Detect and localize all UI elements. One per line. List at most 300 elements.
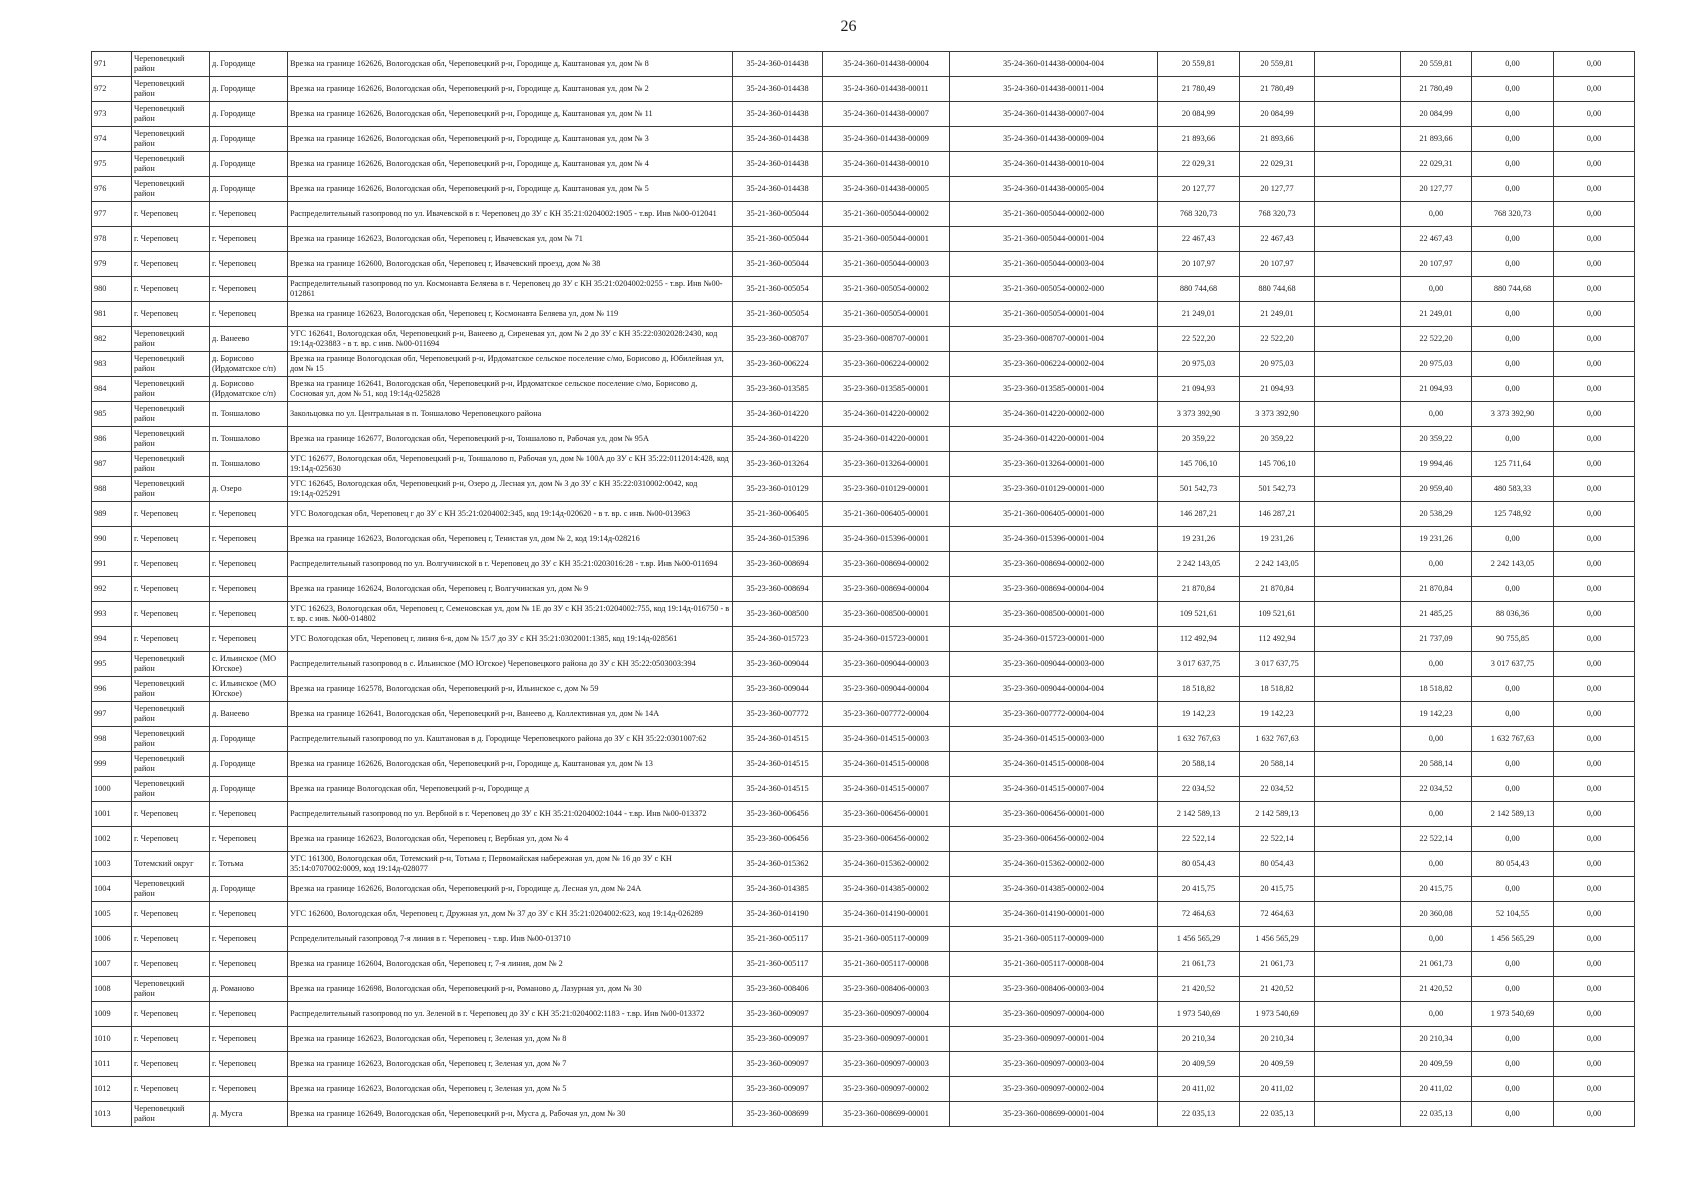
- empty-cell: [1315, 327, 1401, 352]
- object-code-cell: 35-21-360-006405-00001: [823, 502, 950, 527]
- book-value-cell: 1 456 565,29: [1240, 927, 1315, 952]
- registry-code-cell: 35-23-360-009044: [733, 652, 823, 677]
- inventory-code-cell: 35-24-360-015362-00002-000: [950, 852, 1158, 877]
- connection-cost-cell: 0,00: [1401, 552, 1472, 577]
- pipeline-cost-cell: 0,00: [1472, 752, 1554, 777]
- connection-cost-cell: 20 409,59: [1401, 1052, 1472, 1077]
- table-row: [92, 477, 1635, 502]
- connection-cost-cell: 20 127,77: [1401, 177, 1472, 202]
- total-cost-cell: 22 035,13: [1158, 1102, 1240, 1127]
- empty-cell: [1315, 252, 1401, 277]
- book-value-cell: 22 035,13: [1240, 1102, 1315, 1127]
- pipeline-cost-cell: 0,00: [1472, 1102, 1554, 1127]
- object-name-cell: Закольцовка по ул. Центральная в п. Тоншалово Череповецкого района: [288, 402, 733, 427]
- empty-cell: [1315, 127, 1401, 152]
- district-cell: Череповецкий район: [132, 452, 210, 477]
- object-name-cell: Врезка на границе 162623, Вологодская обл, Череповец г, Зеленая ул, дом № 7: [288, 1052, 733, 1077]
- locality-cell: д. Городище: [210, 127, 288, 152]
- locality-cell: д. Романово: [210, 977, 288, 1002]
- connection-cost-cell: 20 210,34: [1401, 1027, 1472, 1052]
- other-cost-cell: 0,00: [1554, 402, 1635, 427]
- inventory-code-cell: 35-21-360-005054-00001-004: [950, 302, 1158, 327]
- object-code-cell: 35-21-360-005044-00001: [823, 227, 950, 252]
- book-value-cell: 21 094,93: [1240, 377, 1315, 402]
- object-code-cell: 35-23-360-007772-00004: [823, 702, 950, 727]
- district-cell: Череповецкий район: [132, 402, 210, 427]
- inventory-code-cell: 35-23-360-008699-00001-004: [950, 1102, 1158, 1127]
- inventory-code-cell: 35-24-360-014438-00009-004: [950, 127, 1158, 152]
- object-code-cell: 35-23-360-008699-00001: [823, 1102, 950, 1127]
- row-number-cell: 1013: [92, 1102, 132, 1127]
- book-value-cell: 3 017 637,75: [1240, 652, 1315, 677]
- table-row: [92, 652, 1635, 677]
- object-name-cell: Распределительный газопровод по ул. Каштановая в д. Городище Череповецкого района до ЗУ с КН 35:22:0301007:62: [288, 727, 733, 752]
- other-cost-cell: 0,00: [1554, 152, 1635, 177]
- locality-cell: г. Череповец: [210, 602, 288, 627]
- connection-cost-cell: 21 061,73: [1401, 952, 1472, 977]
- pipeline-cost-cell: 0,00: [1472, 877, 1554, 902]
- registry-code-cell: 35-21-360-005117: [733, 952, 823, 977]
- pipeline-cost-cell: 3 373 392,90: [1472, 402, 1554, 427]
- object-name-cell: Врезка на границе 162641, Вологодская обл, Череповецкий р-н, Ванеево д, Коллективная ул, дом № 14А: [288, 702, 733, 727]
- registry-body: [92, 52, 1635, 1127]
- total-cost-cell: 146 287,21: [1158, 502, 1240, 527]
- connection-cost-cell: 21 420,52: [1401, 977, 1472, 1002]
- locality-cell: г. Череповец: [210, 277, 288, 302]
- table-row: [92, 577, 1635, 602]
- other-cost-cell: 0,00: [1554, 702, 1635, 727]
- pipeline-cost-cell: 2 242 143,05: [1472, 552, 1554, 577]
- book-value-cell: 146 287,21: [1240, 502, 1315, 527]
- connection-cost-cell: 22 522,14: [1401, 827, 1472, 852]
- total-cost-cell: 20 559,81: [1158, 52, 1240, 77]
- object-name-cell: Врезка на границе Вологодская обл, Череповецкий р-н, Ирдоматское сельское поселение с/мо, Борисово д, Юбилейная ул, дом № 15: [288, 352, 733, 377]
- object-code-cell: 35-21-360-005117-00009: [823, 927, 950, 952]
- pipeline-cost-cell: 1 456 565,29: [1472, 927, 1554, 952]
- inventory-code-cell: 35-24-360-014438-00010-004: [950, 152, 1158, 177]
- empty-cell: [1315, 752, 1401, 777]
- inventory-code-cell: 35-23-360-006456-00001-000: [950, 802, 1158, 827]
- registry-code-cell: 35-23-360-009044: [733, 677, 823, 702]
- pipeline-cost-cell: 0,00: [1472, 102, 1554, 127]
- locality-cell: г. Череповец: [210, 1027, 288, 1052]
- registry-code-cell: 35-24-360-014220: [733, 402, 823, 427]
- book-value-cell: 18 518,82: [1240, 677, 1315, 702]
- total-cost-cell: 22 522,14: [1158, 827, 1240, 852]
- locality-cell: п. Тоншалово: [210, 402, 288, 427]
- table-row: [92, 552, 1635, 577]
- row-number-cell: 999: [92, 752, 132, 777]
- table-row: [92, 752, 1635, 777]
- inventory-code-cell: 35-23-360-009097-00003-004: [950, 1052, 1158, 1077]
- registry-code-cell: 35-23-360-008694: [733, 577, 823, 602]
- empty-cell: [1315, 402, 1401, 427]
- object-code-cell: 35-21-360-005054-00001: [823, 302, 950, 327]
- empty-cell: [1315, 1102, 1401, 1127]
- total-cost-cell: 1 632 767,63: [1158, 727, 1240, 752]
- book-value-cell: 80 054,43: [1240, 852, 1315, 877]
- registry-code-cell: 35-24-360-014220: [733, 427, 823, 452]
- registry-code-cell: 35-24-360-014438: [733, 177, 823, 202]
- object-code-cell: 35-24-360-015396-00001: [823, 527, 950, 552]
- connection-cost-cell: 22 035,13: [1401, 1102, 1472, 1127]
- registry-code-cell: 35-21-360-005054: [733, 302, 823, 327]
- pipeline-cost-cell: 125 748,92: [1472, 502, 1554, 527]
- row-number-cell: 976: [92, 177, 132, 202]
- other-cost-cell: 0,00: [1554, 627, 1635, 652]
- locality-cell: с. Ильинское (МО Югское): [210, 677, 288, 702]
- table-row: [92, 852, 1635, 877]
- connection-cost-cell: 21 249,01: [1401, 302, 1472, 327]
- object-name-cell: Распределительный газопровод по ул. Вербной в г. Череповец до ЗУ с КН 35:21:0204002:1044 - т.вр. Инв №00-013372: [288, 802, 733, 827]
- object-name-cell: Врезка на границе 162623, Вологодская обл, Череповец г, Вербная ул, дом № 4: [288, 827, 733, 852]
- object-name-cell: Врезка на границе 162623, Вологодская обл, Череповец г, Зеленая ул, дом № 5: [288, 1077, 733, 1102]
- object-name-cell: УГС 161300, Вологодская обл, Тотемский р-н, Тотьма г, Первомайская набережная ул, дом № 16 до ЗУ с КН 35:14:0707002:0009, код 19:14д-028077: [288, 852, 733, 877]
- object-name-cell: Врезка на границе 162624, Вологодская обл, Череповец г, Волгучинская ул, дом № 9: [288, 577, 733, 602]
- book-value-cell: 20 415,75: [1240, 877, 1315, 902]
- total-cost-cell: 72 464,63: [1158, 902, 1240, 927]
- district-cell: г. Череповец: [132, 202, 210, 227]
- row-number-cell: 980: [92, 277, 132, 302]
- other-cost-cell: 0,00: [1554, 927, 1635, 952]
- locality-cell: г. Череповец: [210, 252, 288, 277]
- empty-cell: [1315, 352, 1401, 377]
- total-cost-cell: 22 522,20: [1158, 327, 1240, 352]
- pipeline-cost-cell: 0,00: [1472, 577, 1554, 602]
- table-row: [92, 777, 1635, 802]
- other-cost-cell: 0,00: [1554, 352, 1635, 377]
- district-cell: Череповецкий район: [132, 727, 210, 752]
- empty-cell: [1315, 1052, 1401, 1077]
- other-cost-cell: 0,00: [1554, 427, 1635, 452]
- object-name-cell: Врезка на границе 162623, Вологодская обл, Череповец г, Тенистая ул, дом № 2, код 19:14д-028216: [288, 527, 733, 552]
- district-cell: Череповецкий район: [132, 102, 210, 127]
- row-number-cell: 975: [92, 152, 132, 177]
- pipeline-cost-cell: 2 142 589,13: [1472, 802, 1554, 827]
- registry-code-cell: 35-21-360-005044: [733, 252, 823, 277]
- inventory-code-cell: 35-21-360-005117-00008-004: [950, 952, 1158, 977]
- object-name-cell: Врезка на границе 162626, Вологодская обл, Череповецкий р-н, Городище д, Каштановая ул, дом № 13: [288, 752, 733, 777]
- object-code-cell: 35-24-360-014438-00007: [823, 102, 950, 127]
- book-value-cell: 21 780,49: [1240, 77, 1315, 102]
- book-value-cell: 109 521,61: [1240, 602, 1315, 627]
- registry-code-cell: 35-23-360-010129: [733, 477, 823, 502]
- table-row: [92, 877, 1635, 902]
- district-cell: г. Череповец: [132, 1027, 210, 1052]
- object-name-cell: УГС 162600, Вологодская обл, Череповец г, Дружная ул, дом № 37 до ЗУ с КН 35:21:0204002:623, код 19:14д-026289: [288, 902, 733, 927]
- table-row: [92, 1027, 1635, 1052]
- connection-cost-cell: 20 588,14: [1401, 752, 1472, 777]
- object-code-cell: 35-24-360-014438-00011: [823, 77, 950, 102]
- row-number-cell: 1000: [92, 777, 132, 802]
- empty-cell: [1315, 477, 1401, 502]
- connection-cost-cell: 0,00: [1401, 402, 1472, 427]
- other-cost-cell: 0,00: [1554, 252, 1635, 277]
- connection-cost-cell: 19 994,46: [1401, 452, 1472, 477]
- total-cost-cell: 2 242 143,05: [1158, 552, 1240, 577]
- district-cell: Череповецкий район: [132, 77, 210, 102]
- object-code-cell: 35-24-360-014438-00005: [823, 177, 950, 202]
- row-number-cell: 987: [92, 452, 132, 477]
- total-cost-cell: 20 210,34: [1158, 1027, 1240, 1052]
- row-number-cell: 1002: [92, 827, 132, 852]
- district-cell: г. Череповец: [132, 502, 210, 527]
- empty-cell: [1315, 1002, 1401, 1027]
- row-number-cell: 991: [92, 552, 132, 577]
- registry-code-cell: 35-23-360-008694: [733, 552, 823, 577]
- other-cost-cell: 0,00: [1554, 1102, 1635, 1127]
- total-cost-cell: 20 409,59: [1158, 1052, 1240, 1077]
- table-row: [92, 502, 1635, 527]
- locality-cell: д. Городище: [210, 777, 288, 802]
- total-cost-cell: 19 231,26: [1158, 527, 1240, 552]
- object-name-cell: Врезка на границе 162626, Вологодская обл, Череповецкий р-н, Городище д, Каштановая ул, дом № 2: [288, 77, 733, 102]
- inventory-code-cell: 35-23-360-008406-00003-004: [950, 977, 1158, 1002]
- district-cell: Череповецкий район: [132, 427, 210, 452]
- total-cost-cell: 20 107,97: [1158, 252, 1240, 277]
- district-cell: г. Череповец: [132, 552, 210, 577]
- row-number-cell: 986: [92, 427, 132, 452]
- object-name-cell: Врезка на границе 162604, Вологодская обл, Череповец г, 7-я линия, дом № 2: [288, 952, 733, 977]
- table-row: [92, 427, 1635, 452]
- row-number-cell: 983: [92, 352, 132, 377]
- locality-cell: г. Череповец: [210, 552, 288, 577]
- book-value-cell: 20 588,14: [1240, 752, 1315, 777]
- empty-cell: [1315, 777, 1401, 802]
- inventory-code-cell: 35-21-360-005054-00002-000: [950, 277, 1158, 302]
- row-number-cell: 1010: [92, 1027, 132, 1052]
- registry-code-cell: 35-23-360-007772: [733, 702, 823, 727]
- pipeline-cost-cell: 0,00: [1472, 252, 1554, 277]
- pipeline-cost-cell: 0,00: [1472, 527, 1554, 552]
- inventory-code-cell: 35-24-360-014515-00007-004: [950, 777, 1158, 802]
- district-cell: г. Череповец: [132, 277, 210, 302]
- inventory-code-cell: 35-21-360-005117-00009-000: [950, 927, 1158, 952]
- total-cost-cell: 21 870,84: [1158, 577, 1240, 602]
- row-number-cell: 997: [92, 702, 132, 727]
- object-code-cell: 35-24-360-014515-00003: [823, 727, 950, 752]
- row-number-cell: 979: [92, 252, 132, 277]
- other-cost-cell: 0,00: [1554, 677, 1635, 702]
- other-cost-cell: 0,00: [1554, 552, 1635, 577]
- book-value-cell: 20 411,02: [1240, 1077, 1315, 1102]
- object-name-cell: Врезка на границе 162626, Вологодская обл, Череповецкий р-н, Городище д, Каштановая ул, дом № 3: [288, 127, 733, 152]
- inventory-code-cell: 35-24-360-014220-00001-004: [950, 427, 1158, 452]
- empty-cell: [1315, 552, 1401, 577]
- connection-cost-cell: 20 415,75: [1401, 877, 1472, 902]
- inventory-code-cell: 35-23-360-009044-00003-000: [950, 652, 1158, 677]
- table-row: [92, 227, 1635, 252]
- row-number-cell: 1004: [92, 877, 132, 902]
- row-number-cell: 974: [92, 127, 132, 152]
- table-row: [92, 602, 1635, 627]
- total-cost-cell: 20 588,14: [1158, 752, 1240, 777]
- connection-cost-cell: 21 737,09: [1401, 627, 1472, 652]
- book-value-cell: 19 142,23: [1240, 702, 1315, 727]
- district-cell: г. Череповец: [132, 227, 210, 252]
- object-code-cell: 35-23-360-010129-00001: [823, 477, 950, 502]
- other-cost-cell: 0,00: [1554, 1002, 1635, 1027]
- book-value-cell: 20 409,59: [1240, 1052, 1315, 1077]
- book-value-cell: 22 034,52: [1240, 777, 1315, 802]
- book-value-cell: 20 084,99: [1240, 102, 1315, 127]
- connection-cost-cell: 22 522,20: [1401, 327, 1472, 352]
- locality-cell: д. Борисово (Ирдоматское с/п): [210, 352, 288, 377]
- district-cell: г. Череповец: [132, 1077, 210, 1102]
- total-cost-cell: 22 034,52: [1158, 777, 1240, 802]
- inventory-code-cell: 35-23-360-006456-00002-004: [950, 827, 1158, 852]
- connection-cost-cell: 20 538,29: [1401, 502, 1472, 527]
- locality-cell: д. Городище: [210, 177, 288, 202]
- table-row: [92, 727, 1635, 752]
- table-row: [92, 627, 1635, 652]
- inventory-code-cell: 35-24-360-014438-00011-004: [950, 77, 1158, 102]
- row-number-cell: 988: [92, 477, 132, 502]
- total-cost-cell: 18 518,82: [1158, 677, 1240, 702]
- book-value-cell: 768 320,73: [1240, 202, 1315, 227]
- book-value-cell: 3 373 392,90: [1240, 402, 1315, 427]
- table-row: [92, 952, 1635, 977]
- locality-cell: с. Ильинское (МО Югское): [210, 652, 288, 677]
- table-row: [92, 302, 1635, 327]
- empty-cell: [1315, 227, 1401, 252]
- other-cost-cell: 0,00: [1554, 327, 1635, 352]
- row-number-cell: 1009: [92, 1002, 132, 1027]
- other-cost-cell: 0,00: [1554, 277, 1635, 302]
- book-value-cell: 21 420,52: [1240, 977, 1315, 1002]
- inventory-code-cell: 35-23-360-009097-00001-004: [950, 1027, 1158, 1052]
- object-code-cell: 35-23-360-013585-00001: [823, 377, 950, 402]
- locality-cell: д. Городище: [210, 77, 288, 102]
- inventory-code-cell: 35-23-360-009097-00002-004: [950, 1077, 1158, 1102]
- locality-cell: г. Череповец: [210, 902, 288, 927]
- total-cost-cell: 21 893,66: [1158, 127, 1240, 152]
- connection-cost-cell: 0,00: [1401, 1002, 1472, 1027]
- object-name-cell: Врезка на границе 162626, Вологодская обл, Череповецкий р-н, Городище д, Лесная ул, дом № 24А: [288, 877, 733, 902]
- row-number-cell: 1007: [92, 952, 132, 977]
- inventory-code-cell: 35-24-360-014220-00002-000: [950, 402, 1158, 427]
- object-name-cell: Врезка на границе 162677, Вологодская обл, Череповецкий р-н, Тоншалово п, Рабочая ул, дом № 95А: [288, 427, 733, 452]
- pipeline-cost-cell: 0,00: [1472, 327, 1554, 352]
- book-value-cell: 20 107,97: [1240, 252, 1315, 277]
- pipeline-cost-cell: 90 755,85: [1472, 627, 1554, 652]
- locality-cell: г. Череповец: [210, 227, 288, 252]
- table-row: [92, 352, 1635, 377]
- total-cost-cell: 20 127,77: [1158, 177, 1240, 202]
- locality-cell: д. Городище: [210, 877, 288, 902]
- registry-code-cell: 35-23-360-008707: [733, 327, 823, 352]
- row-number-cell: 978: [92, 227, 132, 252]
- object-name-cell: Врезка на границе 162600, Вологодская обл, Череповец г, Ивачевский проезд, дом № 38: [288, 252, 733, 277]
- table-row: [92, 402, 1635, 427]
- locality-cell: д. Ванеево: [210, 327, 288, 352]
- district-cell: Череповецкий район: [132, 677, 210, 702]
- pipeline-cost-cell: 880 744,68: [1472, 277, 1554, 302]
- pipeline-cost-cell: 0,00: [1472, 1077, 1554, 1102]
- inventory-code-cell: 35-23-360-008694-00004-004: [950, 577, 1158, 602]
- connection-cost-cell: 0,00: [1401, 727, 1472, 752]
- locality-cell: д. Озеро: [210, 477, 288, 502]
- other-cost-cell: 0,00: [1554, 377, 1635, 402]
- object-code-cell: 35-23-360-006456-00001: [823, 802, 950, 827]
- connection-cost-cell: 21 893,66: [1401, 127, 1472, 152]
- total-cost-cell: 21 780,49: [1158, 77, 1240, 102]
- district-cell: Череповецкий район: [132, 877, 210, 902]
- locality-cell: г. Череповец: [210, 577, 288, 602]
- locality-cell: г. Череповец: [210, 527, 288, 552]
- object-code-cell: 35-24-360-014438-00009: [823, 127, 950, 152]
- registry-code-cell: 35-24-360-014515: [733, 727, 823, 752]
- pipeline-cost-cell: 0,00: [1472, 777, 1554, 802]
- book-value-cell: 501 542,73: [1240, 477, 1315, 502]
- page-number: 26: [840, 18, 857, 35]
- book-value-cell: 1 632 767,63: [1240, 727, 1315, 752]
- object-code-cell: 35-21-360-005117-00008: [823, 952, 950, 977]
- locality-cell: д. Городище: [210, 52, 288, 77]
- table-row: [92, 527, 1635, 552]
- object-code-cell: 35-23-360-006224-00002: [823, 352, 950, 377]
- inventory-code-cell: 35-21-360-005044-00002-000: [950, 202, 1158, 227]
- pipeline-cost-cell: 88 036,36: [1472, 602, 1554, 627]
- object-code-cell: 35-23-360-008406-00003: [823, 977, 950, 1002]
- inventory-code-cell: 35-24-360-014190-00001-000: [950, 902, 1158, 927]
- registry-code-cell: 35-23-360-013264: [733, 452, 823, 477]
- object-name-cell: Распределительный газопровод по ул. Космонавта Беляева в г. Череповец до ЗУ с КН 35:21:0204002:0255 - т.вр. Инв №00-012861: [288, 277, 733, 302]
- inventory-code-cell: 35-23-360-006224-00002-004: [950, 352, 1158, 377]
- registry-code-cell: 35-23-360-008500: [733, 602, 823, 627]
- empty-cell: [1315, 802, 1401, 827]
- other-cost-cell: 0,00: [1554, 52, 1635, 77]
- locality-cell: г. Череповец: [210, 1002, 288, 1027]
- pipeline-cost-cell: 0,00: [1472, 77, 1554, 102]
- object-code-cell: 35-24-360-015723-00001: [823, 627, 950, 652]
- other-cost-cell: 0,00: [1554, 602, 1635, 627]
- pipeline-cost-cell: 0,00: [1472, 427, 1554, 452]
- table-row: [92, 202, 1635, 227]
- empty-cell: [1315, 502, 1401, 527]
- other-cost-cell: 0,00: [1554, 177, 1635, 202]
- inventory-code-cell: 35-23-360-013585-00001-004: [950, 377, 1158, 402]
- empty-cell: [1315, 902, 1401, 927]
- object-code-cell: 35-24-360-014515-00007: [823, 777, 950, 802]
- registry-code-cell: 35-23-360-009097: [733, 1077, 823, 1102]
- object-code-cell: 35-21-360-005044-00003: [823, 252, 950, 277]
- table-row: [92, 327, 1635, 352]
- locality-cell: г. Череповец: [210, 927, 288, 952]
- pipeline-cost-cell: 768 320,73: [1472, 202, 1554, 227]
- connection-cost-cell: 19 231,26: [1401, 527, 1472, 552]
- pipeline-cost-cell: 0,00: [1472, 827, 1554, 852]
- table-row: [92, 977, 1635, 1002]
- pipeline-cost-cell: 0,00: [1472, 177, 1554, 202]
- locality-cell: г. Череповец: [210, 302, 288, 327]
- other-cost-cell: 0,00: [1554, 102, 1635, 127]
- connection-cost-cell: 19 142,23: [1401, 702, 1472, 727]
- empty-cell: [1315, 1077, 1401, 1102]
- registry-code-cell: 35-24-360-014385: [733, 877, 823, 902]
- connection-cost-cell: 21 870,84: [1401, 577, 1472, 602]
- registry-code-cell: 35-24-360-015396: [733, 527, 823, 552]
- total-cost-cell: 3 373 392,90: [1158, 402, 1240, 427]
- district-cell: Тотемский округ: [132, 852, 210, 877]
- total-cost-cell: 21 420,52: [1158, 977, 1240, 1002]
- connection-cost-cell: 22 467,43: [1401, 227, 1472, 252]
- inventory-code-cell: 35-24-360-014438-00004-004: [950, 52, 1158, 77]
- inventory-code-cell: 35-23-360-008707-00001-004: [950, 327, 1158, 352]
- object-name-cell: Врезка на границе 162623, Вологодская обл, Череповец г, Зеленая ул, дом № 8: [288, 1027, 733, 1052]
- object-code-cell: 35-23-360-009097-00002: [823, 1077, 950, 1102]
- total-cost-cell: 20 084,99: [1158, 102, 1240, 127]
